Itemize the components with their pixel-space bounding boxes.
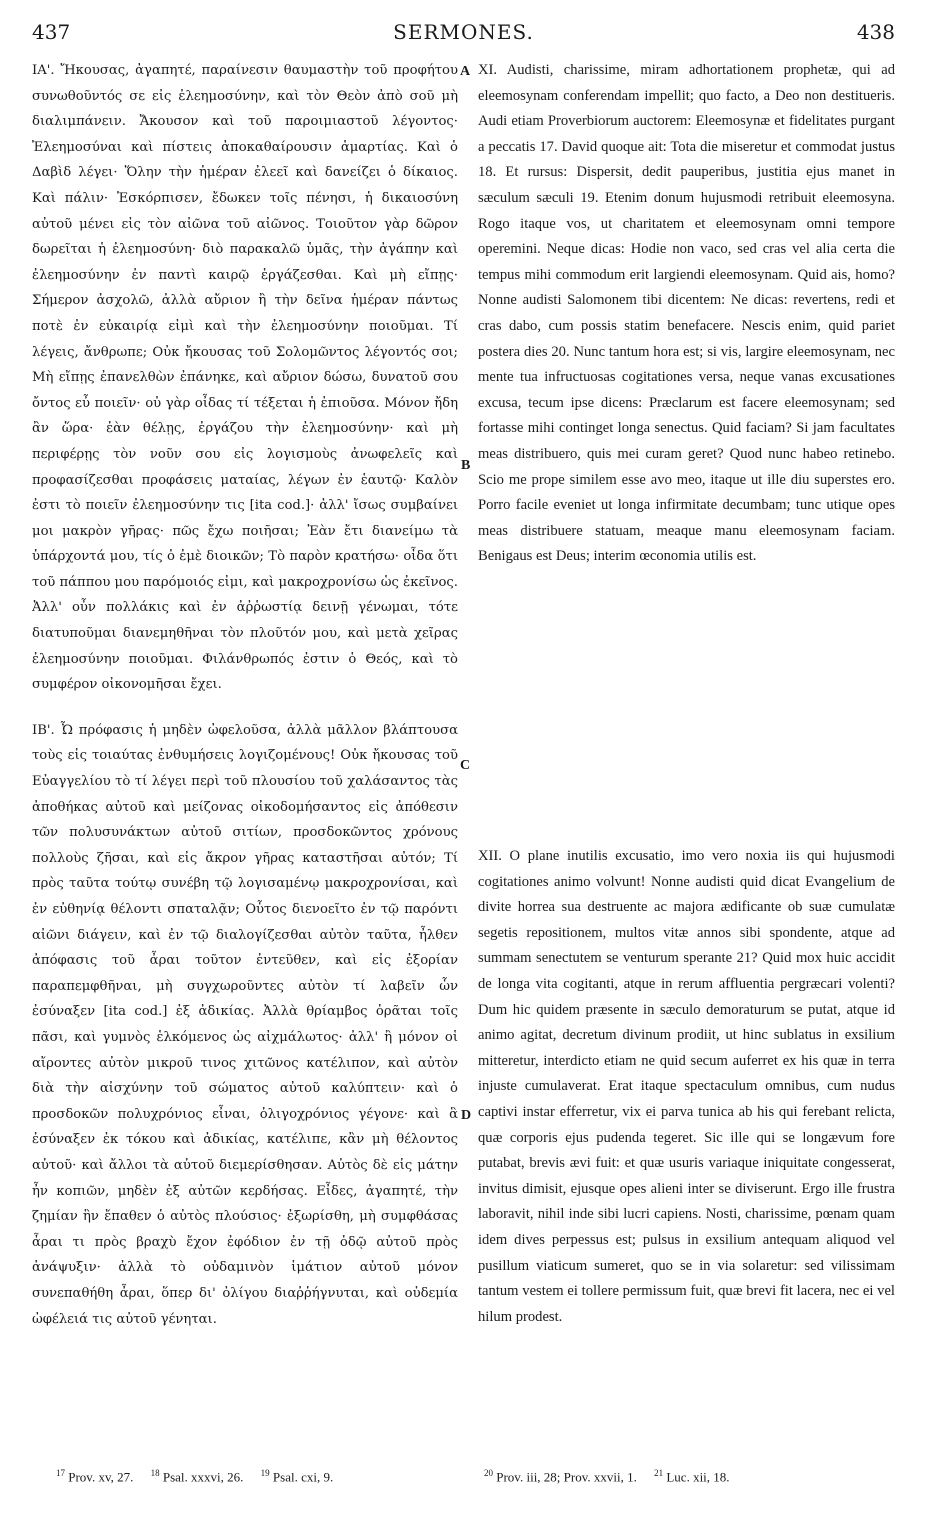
footnotes-right [484,1468,894,1485]
margin-marker-c: C [460,758,471,773]
page-header [30,20,897,52]
latin-column [478,58,895,1325]
footnote: $^{17}$ Prov. xv, 27. [56,1468,134,1485]
footnotes-left [56,1468,456,1485]
running-title: SERMONES. [393,20,534,44]
greek-paragraph-11: ΙΑ'. Ἤκουσας, ἀγαπητέ, παραίνεσιν θαυμαστὴν τοῦ προφήτου συνωθοῦντός σε εἰς ἐλεημοσύνην, καὶ τὸν Θεὸν ἀπὸ σοῦ μὴ διαλιμπάνειν. Ἄκουσον καὶ τοῦ παροιμιαστοῦ λέγοντος· Ἐλεημοσύναι καὶ πίστεις ἀποκαθαίρουσιν ἁμαρτίας. Καὶ ὁ Δαβὶδ λέγει· Ὅλην τὴν ἡμέραν ἐλεεῖ καὶ δανείζει ὁ δίκαιος. Καὶ πάλιν· Ἐσκόρπισεν, ἔδωκεν τοῖς πένησι, ἡ δικαιοσύνη αὐτοῦ μένει εἰς τὸν αἰῶνα τοῦ αἰῶνος. Τοιοῦτον γὰρ δῶρον δωρεῖται ἡ ἐλεημοσύνη· διὸ παρακαλῶ ὑμᾶς, τὴν ἀγάπην καὶ ἐλεημοσύνην ἐν παντὶ καιρῷ ἐργάζεσθαι. Καὶ μὴ εἴπῃς· Σήμερον ἀσχολῶ, ἀλλὰ αὔριον ἢ τὴν δεῖνα ἡμέραν πάντως ποτὲ ἐν εὐκαιρίᾳ εἰμὶ καὶ τὴν ἐλεημοσύνην ποιοῦμαι. Τί λέγεις, ἄνθρωπε; Οὐκ ἤκουσας τοῦ Σολομῶντος λέγοντός σοι; Μὴ εἴπῃς ἐπανελθὼν ἐπάνηκε, καὶ αὔριον δώσω, δυνατοῦ σου ὄντος εὖ ποιεῖν· οὐ γὰρ οἶδας τί τέξεται ἡ ἐπιοῦσα. Μόνον ἤδη ἂν ὥρα· ἐὰν θέλῃς, ἐργάζου τὴν ἐλεημοσύνην· καὶ μὴ περιφέρῃς τὸν νοῦν σου εἰς λογισμοὺς ἀνωφελεῖς καὶ προφασίζεσθαι προφάσεις ματαίας, λέγων ἐν ἑαυτῷ· Καλὸν ἐστι τὸ ποιεῖν ἐλεημοσύνην τις [ita cod.]· ἀλλ' ἴσως συμβαίνει μοι μακρὸν γῆρας· πῶς ἔχω ποιῆσαι; Ἐὰν ἔτι διανείμω τὰ ὑπάρχοντά μου, τίς ὁ ἐμὲ διοικῶν; Τὸ παρὸν κρατήσω· οἶδα ὅτι τοῦ πάππου μου παρόμοιός εἰμι, καὶ μακροχρονίσω ὡς ἐκεῖνος. Ἀλλ' οὖν πολλάκις καὶ ἐν ἀῤῥωστίᾳ δεινῇ γένωμαι, τότε διατυποῦμαι διανεμηθῆναι τὸν πλοῦτόν μου, καὶ μετὰ χεῖρας ἐλεημοσύνην ποιοῦμαι. Φιλάνθρωπός ἐστιν ὁ Θεός, καὶ τὸ συμφέρον οἰκονομῆσαι ἔχει. [32,63,458,693]
footnote: $^{19}$ Psal. cxi, 9. [260,1468,334,1485]
margin-marker-d: D [461,1108,472,1123]
greek-column [32,58,458,1332]
margin-marker-b: B [461,458,471,473]
greek-paragraph-12: ΙΒ'. Ὦ πρόφασις ἡ μηδὲν ὠφελοῦσα, ἀλλὰ μᾶλλον βλάπτουσα τοὺς εἰς τοιαύτας ἐνθυμήσεις λογιζομένους! Οὐκ ἤκουσας τοῦ Εὐαγγελίου τὸ τί λέγει περὶ τοῦ πλουσίου τοῦ χαλάσαντος τὰς ἀποθήκας αὐτοῦ καὶ μείζονας οἰκοδομήσαντος εἰς ἀπόθεσιν τῶν πολυσυνάκτων αὐτοῦ σιτίων, προσδοκῶντος χρόνους πολλοὺς ζῆσαι, καὶ εἰς ἄκρον γῆρας καταστῆσαι αὐτόν; Τί πρὸς ταῦτα τούτῳ συνέβη τῷ λογισαμένῳ μακροχρονίσαι, καὶ ἐν εὐθηνίᾳ θέλοντι σπαταλᾷν; Οὗτος διενοεῖτο ἐν τῷ παρόντι αἰῶνι διάγειν, καὶ ἐν τῷ διαλογίζεσθαι αὐτὸν ταῦτα, ἦλθεν ἀπόφασις τοῦ ἆραι τοῦτον ἐντεῦθεν, καὶ εἰς ἐξορίαν παραπεμφθῆναι, μὴ συγχωροῦντες αὐτὸν τί λαβεῖν ὧν ἐσύναξεν [ita cod.] ἐξ ἀδικίας. Ἀλλὰ θρίαμβος ὁρᾶται τοῖς πᾶσι, καὶ γυμνὸς ἑλκόμενος ὡς αἰχμάλωτος· ἀλλ' ἢ μόνον οἱ αἴροντες αὐτὸν μικροῦ τινος χιτῶνος κατέλιπον, καὶ αὐτὸν διὰ τὴν αἰσχύνην τοῦ σώματος αὐτοῦ καλύπτειν· καὶ ὁ προσδοκῶν πολυχρόνιος εἶναι, ὀλιγοχρόνιος γέγονε· καὶ ἃ ἐσύναξεν ἐκ τόκου καὶ ἀδικίας, κατέλιπε, κἂν μὴ θέλοντος αὐτοῦ· καὶ ἄλλοι τὰ αὐτοῦ διεμερίσθησαν. Αὐτὸς δὲ εἰς μάτην ἦν κοπιῶν, μηδὲν ἐξ αὐτῶν κερδήσας. Εἶδες, ἀγαπητέ, τὴν ζημίαν ἣν ἔπαθεν ὁ αὐτὸς πλούσιος· ἐξωρίσθη, μὴ συμφθάσας ἆραι τι πρὸς βραχὺ ἔχον ἐφόδιον ἐν τῇ ὁδῷ αὐτοῦ πρὸς ἀνάψυξιν· ἀλλὰ τὸ οὐδαμινὸν ἱμάτιον αὐτοῦ μόνον συνεπαθήθη ἆραι, ὅπερ δι' ὀλίγου διαῤῥήγνυται, καὶ οὐδεμία ὠφέλειά τις αὐτοῦ γένηται. [32,722,458,1327]
latin-paragraph-11: XI. Audisti, charissime, miram adhortationem prophetæ, qui ad eleemosynam conferendam impellit; quo facto, a Deo non destitueris. Audi etiam Proverbiorum auctorem: Eleemosynæ et fidelitates purgant a peccatis 17. David quoque ait: Tota die miseretur et commodat justus 18. Et rursus: Dispersit, dedit pauperibus, justitia ejus manet in sæculum sæculi 19. Etenim donum hujusmodi retribuit eleemosyna. Rogo itaque vos, ut charitatem et eleemosynam omni tempore operemini. Neque dicas: Hodie non vaco, sed cras vel alia certa die tempus mihi commodum erit largiendi eleemosynam. Quid ais, homo? Nonne audisti Salomonem tibi dicentem: Ne dicas: revertens, redi et cras dabo, cum possis statim benefacere. Nescis enim, quid pariet postera dies 20. Nunc tantum hora est; si vis, largire eleemosynam, nec mente tua infructuosas cogitationes versa, neque vanas excusationes excusa, tecum ipse dicens: Præclarum est facere eleemosynam; sed fortasse mihi continget longa senectus. Quid faciam? Si jam facultates meas distribuero, quis mei curam geret? Quod nunc habeo retinebo. Scio me prope similem esse avo meo, itaque ut ille diu superstes ero. Porro facile eveniet ut longa infirmitate decumbam; tunc utique opes meas distribuere statuam, meaque manu eleemosynam faciam. Benigaus est Deus; interim œconomia utilis est. [478,62,895,565]
margin-marker-a: A [460,64,471,79]
footnote: $^{21}$ Luc. xii, 18. [654,1468,730,1485]
footnote: $^{20}$ Prov. iii, 28; Prov. xxvii, 1. [484,1468,637,1485]
page-number-left: 437 [32,20,71,44]
page-number-right: 438 [856,20,895,44]
latin-paragraph-12: XII. O plane inutilis excusatio, imo vero noxia iis qui hujusmodi cogitationes animo volvunt! Nonne audisti quid dicat Evangelium de divite horrea sua destruente ac majora ædificante ob suæ cumulatæ segetis repositionem, multos vitæ annos sibi spondente, atque ad summam senectutem se venturum sperante 21? Quid mox huic accidit de longa vita cogitanti, atque in rerum affluentia pergræcari volenti? Dum hic quidem præsente in sæculo demoraturum se putat, atque id animo agitat, decretum divinum prodiit, ut hinc sublatus in exsilium mitteretur, interdicto etiam ne quid secum auferret ex his quæ in terra injuste cumulaverat. Erat itaque spectaculum omnibus, cum nudus captivi instar efferretur, vix ei parva tunica ab his qui ferebant relicta, quæ corporis ejus pudenda tegeret. Sic ille qui se longævum fore putabat, brevis ævi fuit: et quæ usuris variaque iniquitate congesserat, invitus dimisit, ejusque opes alieni inter se diviserunt. Ergo ille frustra laboravit, nihil inde sibi lucri capiens. Nosti, charissime, pœnam quam idem dives perpessus est; pulsus in exsilium antequam aliquod vel pusillum viaticum sumeret, quo se in via solaretur: sed vilissimam tantum vestem ei tollere permissum fuit, quæ brevi fit lacera, nec ei vel hilum prodest. [478,848,895,1325]
footnote: $^{18}$ Psal. xxxvi, 26. [150,1468,244,1485]
